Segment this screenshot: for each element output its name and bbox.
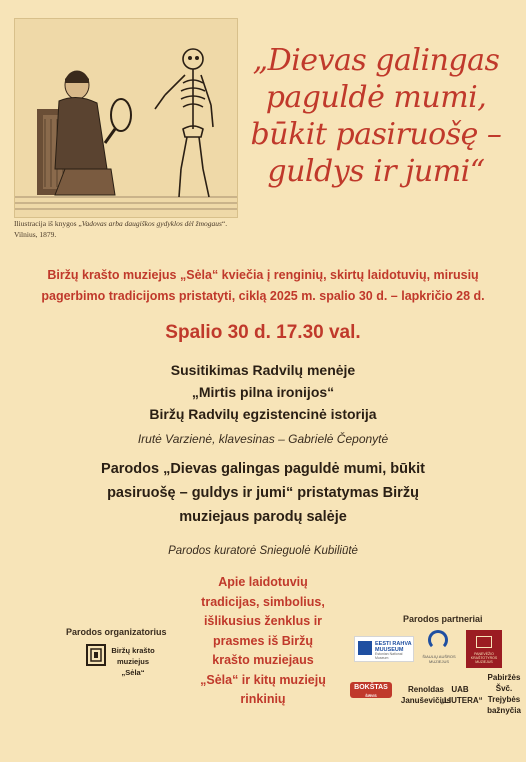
partners-label: Parodos partneriai	[403, 614, 483, 624]
sela-museum-logo-icon	[86, 644, 106, 666]
partner-name-line: Renoldas	[407, 685, 444, 694]
organizer-name-line: muziejus	[116, 657, 150, 666]
partner-name-line: Švč. Trejybės	[487, 684, 521, 704]
organizer-name-line: „Sėla“	[121, 668, 145, 677]
bokstas-logo-text: BOKŠTAS	[354, 684, 388, 691]
bokstas-logo	[350, 682, 392, 698]
siauliai-museum-logo	[420, 630, 458, 666]
about-line: krašto muziejaus	[212, 653, 314, 667]
partner-name-line: bažnyčia	[487, 706, 521, 715]
organizer-name	[110, 645, 156, 678]
intro-line: Biržų krašto muziejus „Sėla“ kviečia į renginių, skirtų laidotuvių, mirusių	[47, 268, 479, 282]
quote-line: guldys ir jumi“	[267, 154, 485, 189]
event-datetime: Spalio 30 d. 17.30 val.	[165, 322, 361, 343]
partner-name-line: UAB	[451, 685, 469, 694]
partner-name-line: Januševičius	[400, 696, 452, 705]
estonian-logo-text: EESTI RAHVA MUUSEUM	[375, 641, 412, 653]
about-line: „Sėla“ ir kitų muziejų	[200, 672, 326, 687]
organizer-label: Parodos organizatorius	[66, 627, 167, 637]
event-meeting	[0, 359, 526, 425]
panevezys-museum-logo	[466, 630, 502, 668]
exhibition-presentation	[30, 457, 496, 529]
event-meeting-line: „Mirtis pilna ironijos“	[191, 384, 335, 400]
partner-name-line: „LIUTERA“	[440, 696, 483, 705]
caption-suffix: “. Vilnius, 1879.	[14, 219, 228, 239]
quote-line: būkit pasiruošę –	[250, 117, 502, 152]
organizer-name-line: Biržų krašto	[111, 646, 155, 655]
intro-text	[20, 265, 506, 307]
intro-line: pagerbimo tradicijoms pristatyti, ciklą 2025 m. spalio 30 d. – lapkričio 28 d.	[41, 289, 485, 303]
estonian-museum-mark-icon	[358, 641, 372, 655]
about-exhibition	[190, 573, 336, 710]
about-line: tradicijas, simbolius,	[201, 594, 325, 609]
panevezys-logo-text: PANEVĖŽIO KRAŠTOTYROS MUZIEJUS	[470, 652, 498, 664]
caption-prefix: Iliustracija iš knygos „	[14, 219, 82, 228]
exhibition-line: muziejaus parodų salėje	[179, 509, 347, 525]
bokstas-logo-subtext: ŠIRVIS	[365, 694, 377, 698]
engraving-image	[15, 19, 237, 217]
about-line: rinkinių	[240, 692, 286, 706]
siauliai-logo-text: ŠIAULIŲ AUŠROS MUZIEJUS	[422, 654, 456, 664]
about-line: prasmes iš Biržų	[212, 633, 314, 648]
curator: Parodos kuratorė Snieguolė Kubiliūtė	[168, 545, 358, 557]
estonian-national-museum-logo	[354, 636, 414, 662]
exhibition-line: pasiruošę – guldys ir jumi“ pristatymas Biržų	[107, 485, 419, 501]
event-meeting-line: Susitikimas Radvilų menėje	[170, 362, 356, 378]
partner-name	[440, 684, 483, 706]
quote-line: paguldė mumi,	[265, 80, 487, 115]
estonian-logo-subtext: Estonian National Museum	[375, 652, 403, 660]
event-meeting-line: Biržų Radvilų egzistencinė istorija	[149, 406, 377, 422]
partner-name-line: Pabiržės	[487, 673, 521, 682]
partner-name	[482, 672, 526, 716]
exhibition-line: Parodos „Dievas galingas paguldė mumi, būkit	[101, 461, 425, 477]
about-line: Apie laidotuvių	[218, 575, 308, 589]
engraving-illustration	[14, 18, 238, 218]
quote-line: „Dievas galingas	[252, 43, 500, 78]
sunrise-arc-icon	[428, 630, 448, 650]
caption-book-title: Vadovas arba daugiškos gydyklos dėl žmogaus	[81, 219, 222, 228]
performers: Irutė Varzienė, klavesinas – Gabrielė Čeponytė	[137, 432, 389, 446]
about-line: išlikusius ženklus ir	[203, 614, 323, 628]
illustration-caption	[14, 218, 246, 240]
museum-frame-icon	[476, 636, 492, 648]
exhibition-quote	[246, 42, 506, 190]
